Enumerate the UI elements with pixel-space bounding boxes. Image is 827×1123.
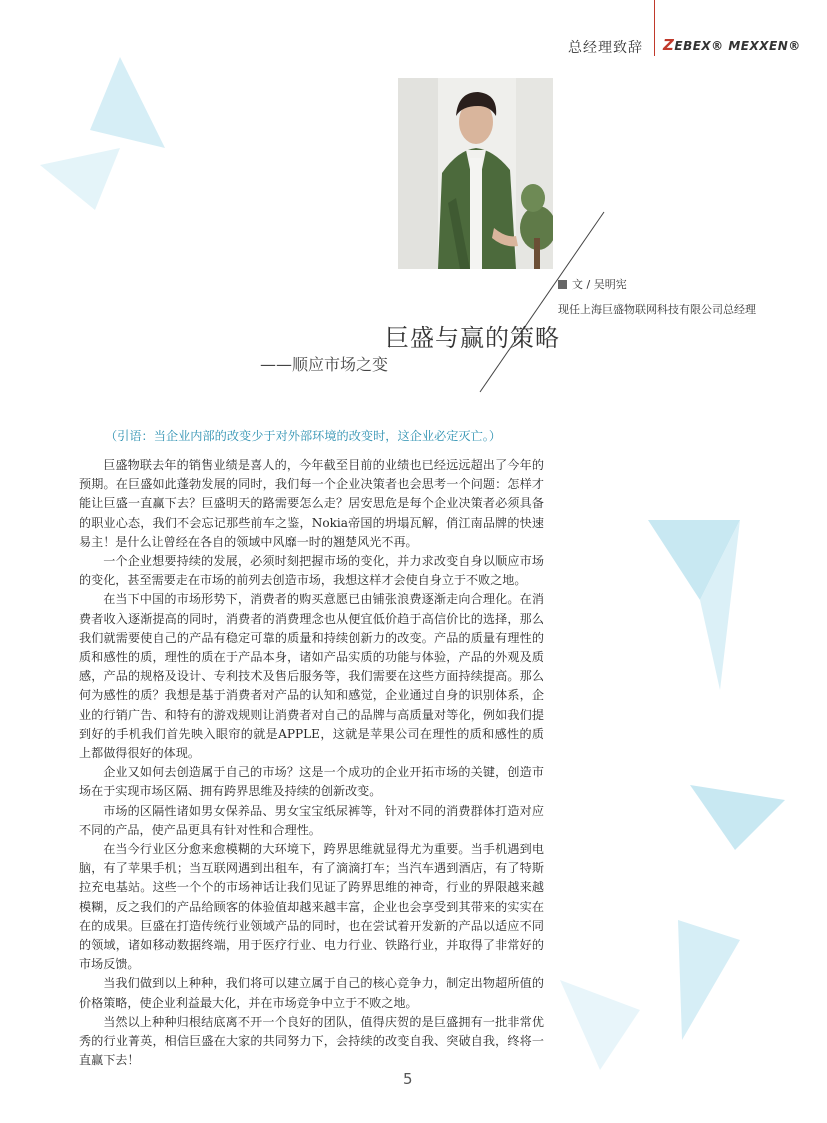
header-separator <box>654 0 655 56</box>
page-number: 5 <box>403 1070 413 1088</box>
logo-z: Z <box>663 36 675 54</box>
body-paragraph: 在当下中国的市场形势下，消费者的购买意愿已由铺张浪费逐渐走向合理化。在消费者收入逐渐提高的同时，消费者的消费理念也从便宜低价趋于高信价比的选择，那么我们就需要使自己的产品有稳定可靠的质量和持续创新力的改变。产品的质量有理性的质和感性的质，理性的质在于产品本身，诸如产品实质的功能与体验，产品的外观及质感，产品的规格及设计、专利技术及售后服务等，我们需要在这些方面持续提高。那么何为感性的质？我想是基于消费者对产品的认知和感觉，企业通过自身的识别体系，企业的行销广告、和特有的游戏规则让消费者对自己的品牌与高质量对等化，例如我们提到好的手机我们首先映入眼帘的就是APPLE，这就是苹果公司在理性的质和感性的质上都做得很好的体现。 <box>79 592 544 761</box>
triangle-decoration-top-left <box>90 57 165 148</box>
article-quote: （引语：当企业内部的改变少于对外部环境的改变时，这企业必定灭亡。） <box>105 429 502 443</box>
body-paragraph: 一个企业想要持续的发展，必须时刻把握市场的变化，并力求改变自身以顺应市场的变化，甚至需要走在市场的前列去创造市场，我想这样才会使自身立于不败之地。 <box>79 554 544 588</box>
author-position: 现任上海巨盛物联网科技有限公司总经理 <box>558 303 756 316</box>
author-photo-illustration <box>398 78 553 269</box>
triangle-decoration-right-4 <box>678 920 740 1040</box>
body-paragraph: 企业又如何去创造属于自己的市场？这是一个成功的企业开拓市场的关键，创造市场在于实现市场区隔、拥有跨界思维及持续的创新改变。 <box>79 765 544 799</box>
byline <box>558 276 627 292</box>
header-section-title: 总经理致辞 <box>568 40 643 56</box>
byline-text: 文 / 吴明宪 <box>572 278 627 291</box>
article-subtitle: ——顺应市场之变 <box>259 355 388 374</box>
body-paragraph: 巨盛物联去年的销售业绩是喜人的，今年截至目前的业绩也已经远远超出了今年的预期。在巨盛如此蓬勃发展的同时，我们每一个企业决策者也会思考一个问题：怎样才能让巨盛一直赢下去？巨盛明天的路需要怎么走？居安思危是每个企业决策者必须具备的职业心态，我们不会忘记那些前车之鉴，Nokia帝国的坍塌瓦解，俏江南品牌的快速易主！是什么让曾经在各自的领域中风靡一时的翘楚风光不再。 <box>79 458 544 549</box>
body-paragraph: 在当今行业区分愈来愈模糊的大环境下，跨界思维就显得尤为重要。当手机遇到电脑，有了苹果手机；当互联网遇到出租车，有了滴滴打车；当汽车遇到酒店，有了特斯拉充电基站。这些一个个的市场神话让我们见证了跨界思维的神奇，行业的界限越来越模糊，反之我们的产品给顾客的体验值却越来越丰富，企业也会享受到其带来的实实在在的成果。巨盛在打造传统行业领域产品的同时，也在尝试着开发新的产品以适应不同的领域，诸如移动数据终端，用于医疗行业、电力行业、铁路行业，并取得了非常好的市场反馈。 <box>79 842 544 972</box>
article-title: 巨盛与赢的策略 <box>385 324 560 352</box>
brand-logo <box>663 36 801 54</box>
body-paragraph: 市场的区隔性诸如男女保养品、男女宝宝纸尿裤等，针对不同的消费群体打造对应不同的产品，使产品更具有针对性和合理性。 <box>79 803 544 837</box>
author-photo <box>398 78 553 269</box>
byline-square-icon <box>558 280 567 289</box>
body-paragraph: 当然以上种种归根结底离不开一个良好的团队，值得庆贺的是巨盛拥有一批非常优秀的行业菁英，相信巨盛在大家的共同努力下，会持续的改变自我、突破自我，终将一直赢下去！ <box>79 1014 544 1068</box>
triangle-decoration-top-left-2 <box>40 148 120 210</box>
logo-text: EBEX® MEXXEN® <box>674 39 801 53</box>
triangle-decoration-right-3 <box>690 785 785 850</box>
body-paragraph: 当我们做到以上种种，我们将可以建立属于自己的核心竞争力，制定出物超所值的价格策略，使企业利益最大化，并在市场竞争中立于不败之地。 <box>79 976 544 1010</box>
article-body <box>79 456 544 1071</box>
triangle-decoration-right-5 <box>560 980 640 1070</box>
